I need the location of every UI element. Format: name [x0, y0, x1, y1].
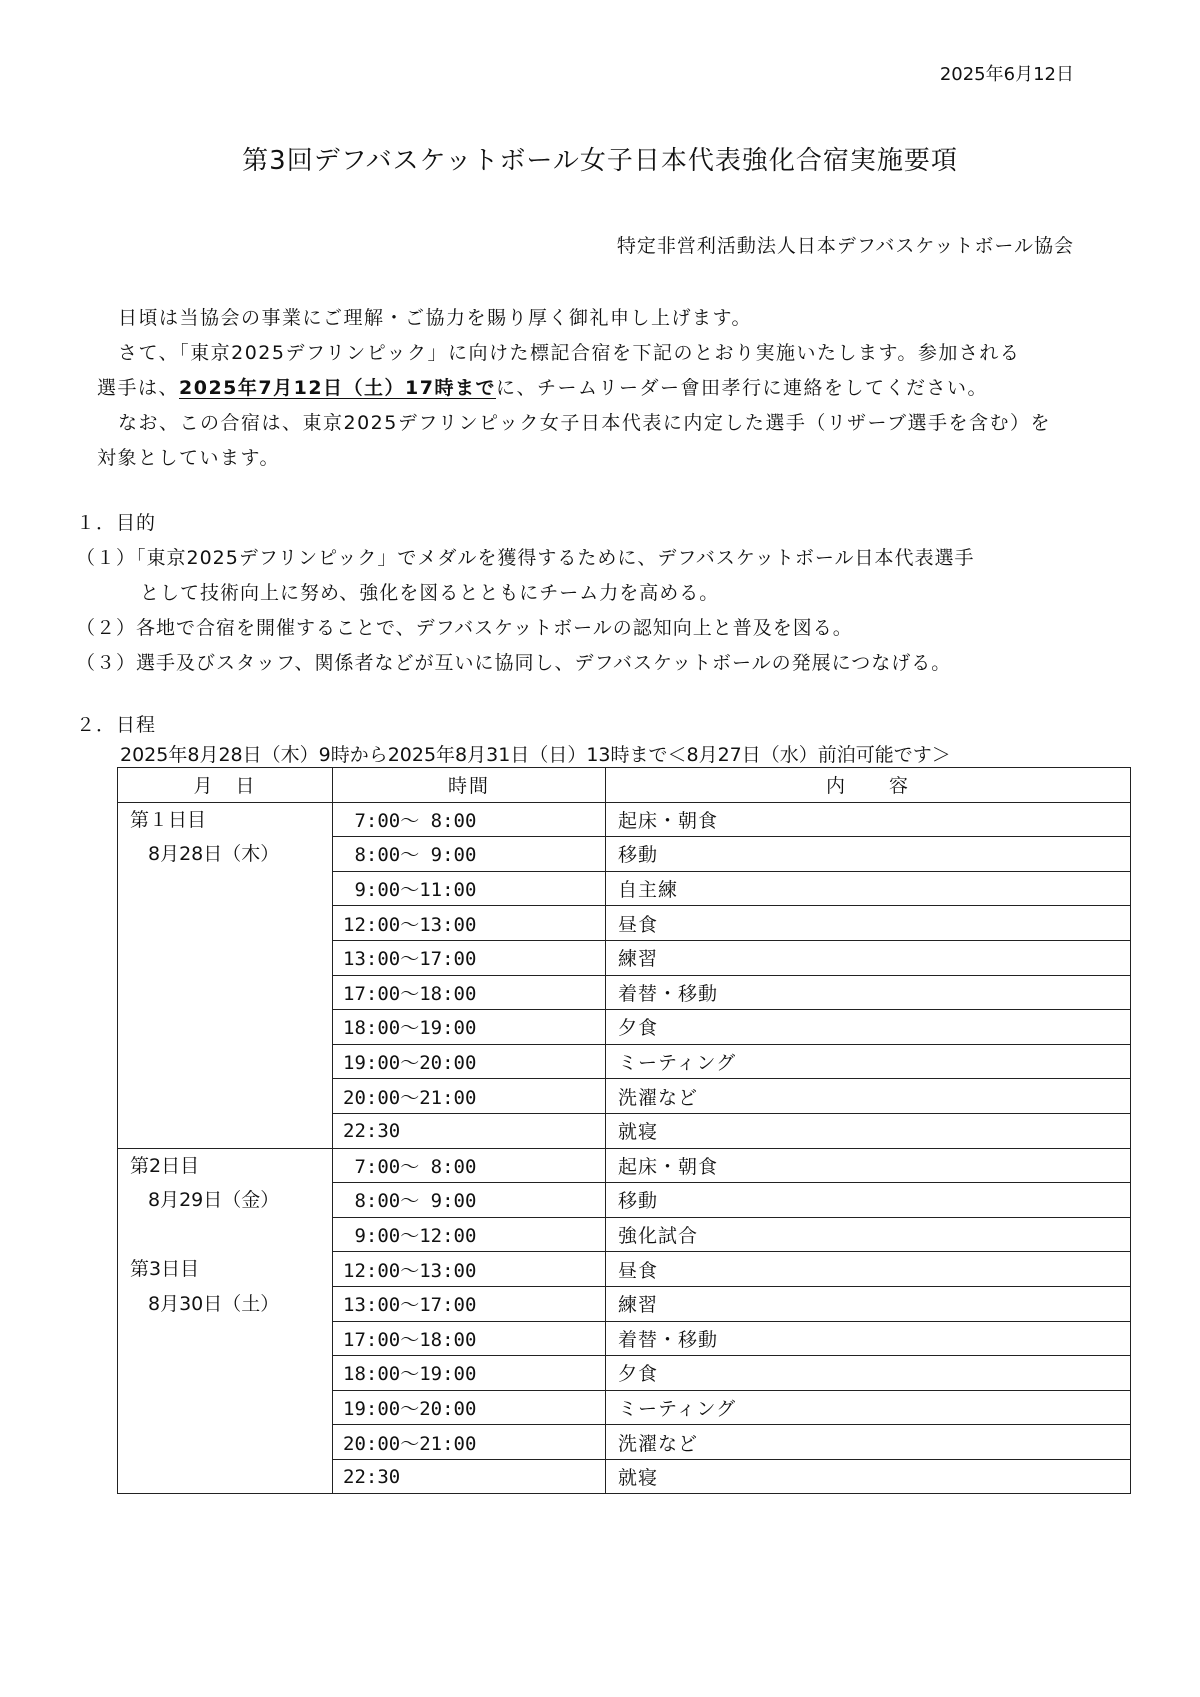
time-cell: 22:30	[333, 1113, 606, 1148]
table-row	[118, 1148, 1131, 1183]
schedule-heading: ２．日程	[76, 714, 157, 736]
content-cell: ミーティング	[606, 1390, 1131, 1425]
time-cell: 18:00～19:00	[333, 1356, 606, 1391]
time-cell: 8:00～ 9:00	[333, 837, 606, 872]
deadline-text: 2025年7月12日（土）17時まで	[179, 377, 496, 399]
column-header-date: 月 日	[118, 768, 333, 803]
day-cell-2	[118, 1148, 333, 1494]
content-cell: 強化試合	[606, 1217, 1131, 1252]
purpose-item-2: （２）各地で合宿を開催することで、デフバスケットボールの認知向上と普及を図る。	[76, 617, 853, 639]
time-cell: 13:00～17:00	[333, 1286, 606, 1321]
content-cell: 就寝	[606, 1113, 1131, 1148]
intro-line-2: さて、「東京2025デフリンピック」に向けた標記合宿を下記のとおり実施いたします。参加される	[118, 342, 1021, 364]
organization-name: 特定非営利活動法人日本デフバスケットボール協会	[616, 235, 1074, 257]
content-cell: 起床・朝食	[606, 1148, 1131, 1183]
time-cell: 22:30	[333, 1459, 606, 1494]
content-cell: 夕食	[606, 1010, 1131, 1045]
content-cell: 練習	[606, 940, 1131, 975]
intro-line-1: 日頃は当協会の事業にご理解・ご協力を賜り厚く御礼申し上げます。	[118, 307, 752, 329]
time-cell: 20:00～21:00	[333, 1079, 606, 1114]
content-cell: 洗濯など	[606, 1079, 1131, 1114]
time-cell: 9:00～12:00	[333, 1217, 606, 1252]
time-cell: 12:00～13:00	[333, 1252, 606, 1287]
purpose-item-3: （３）選手及びスタッフ、関係者などが互いに協同し、デフバスケットボールの発展につなげる。	[76, 652, 952, 674]
day-cell-1	[118, 802, 333, 1148]
content-cell: 練習	[606, 1286, 1131, 1321]
content-cell: 自主練	[606, 871, 1131, 906]
intro-line-3-prefix: 選手は、	[97, 377, 180, 399]
time-cell: 12:00～13:00	[333, 906, 606, 941]
column-header-time: 時間	[333, 768, 606, 803]
time-cell: 17:00～18:00	[333, 1321, 606, 1356]
content-cell: 着替・移動	[606, 975, 1131, 1010]
time-cell: 7:00～ 8:00	[333, 1148, 606, 1183]
page-title: 第3回デフバスケットボール女子日本代表強化合宿実施要項	[242, 146, 958, 176]
schedule-table	[117, 767, 1131, 1494]
intro-line-3-suffix: に、チームリーダー會田孝行に連絡をしてください。	[496, 377, 989, 399]
content-cell: 着替・移動	[606, 1321, 1131, 1356]
time-cell: 19:00～20:00	[333, 1044, 606, 1079]
content-cell: 移動	[606, 837, 1131, 872]
purpose-heading: １．目的	[76, 512, 157, 534]
day-date: 8月30日（土）	[148, 1292, 280, 1315]
content-cell: 洗濯など	[606, 1425, 1131, 1460]
time-cell: 17:00～18:00	[333, 975, 606, 1010]
intro-line-3	[97, 373, 988, 400]
time-cell: 8:00～ 9:00	[333, 1183, 606, 1218]
content-cell: 夕食	[606, 1356, 1131, 1391]
day-label: 第3日目	[130, 1258, 200, 1281]
time-cell: 9:00～11:00	[333, 871, 606, 906]
table-header-row	[118, 768, 1131, 803]
intro-line-4: なお、この合宿は、東京2025デフリンピック女子日本代表に内定した選手（リザーブ選手を含む）を	[118, 412, 1052, 434]
document-date: 2025年6月12日	[939, 64, 1074, 85]
time-cell: 20:00～21:00	[333, 1425, 606, 1460]
content-cell: ミーティング	[606, 1044, 1131, 1079]
column-header-content: 内 容	[606, 768, 1131, 803]
time-cell: 13:00～17:00	[333, 940, 606, 975]
purpose-item-1-cont: として技術向上に努め、強化を図るとともにチーム力を高める。	[140, 582, 720, 604]
content-cell: 昼食	[606, 906, 1131, 941]
spacer	[130, 1218, 332, 1253]
time-cell: 18:00～19:00	[333, 1010, 606, 1045]
intro-line-5: 対象としています。	[97, 447, 280, 469]
content-cell: 昼食	[606, 1252, 1131, 1287]
day-date: 8月29日（金）	[148, 1189, 280, 1212]
content-cell: 就寝	[606, 1459, 1131, 1494]
content-cell: 起床・朝食	[606, 802, 1131, 837]
schedule-period: 2025年8月28日（木）9時から2025年8月31日（日）13時まで＜8月27日（水）前泊可能です＞	[120, 744, 951, 766]
day-label: 第2日目	[130, 1154, 200, 1177]
purpose-item-1: （１）「東京2025デフリンピック」でメダルを獲得するために、デフバスケットボール日本代表選手	[76, 547, 975, 569]
time-cell: 19:00～20:00	[333, 1390, 606, 1425]
content-cell: 移動	[606, 1183, 1131, 1218]
day-date: 8月28日（木）	[148, 843, 280, 866]
time-cell: 7:00～ 8:00	[333, 802, 606, 837]
day-label: 第１日目	[130, 808, 207, 831]
table-row	[118, 802, 1131, 837]
